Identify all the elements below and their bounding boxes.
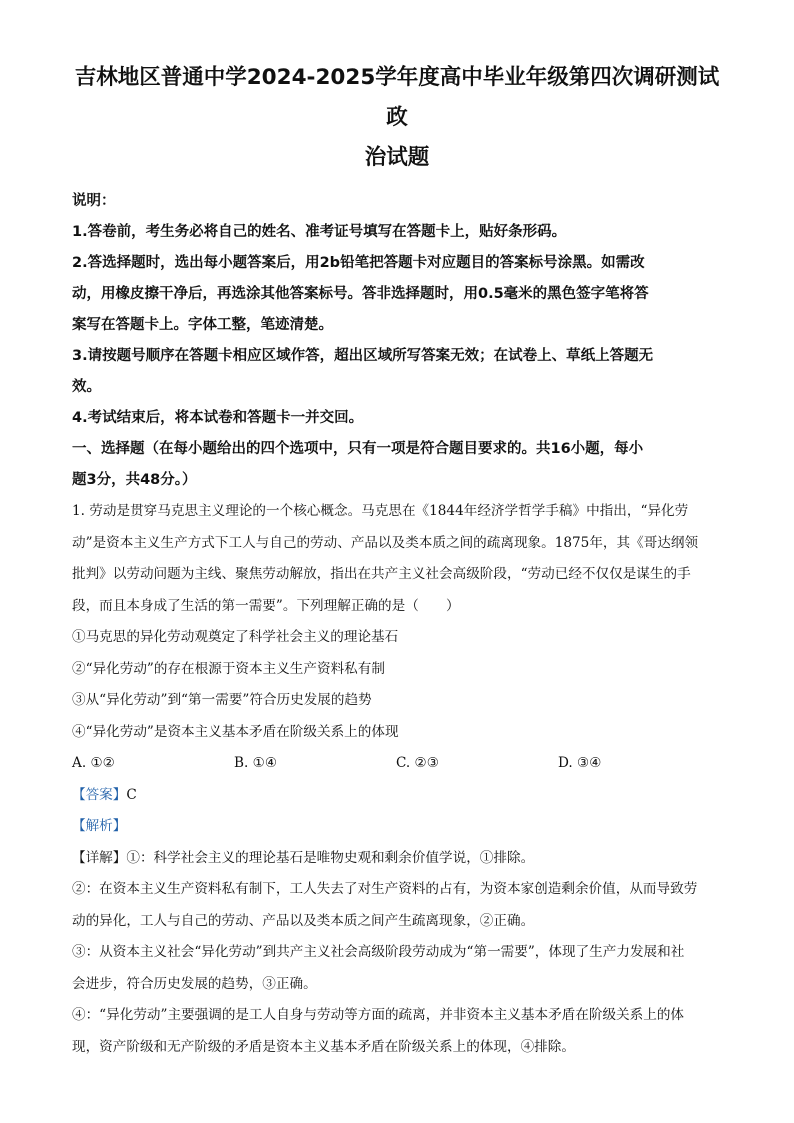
answer-row: [72, 780, 722, 812]
exam-title-line-1: 吉林地区普通中学2024-2025学年度高中毕业年级第四次调研测试政: [74, 65, 720, 130]
question-stem-line: 动”是资本主义生产方式下工人与自己的劳动、产品以及类本质之间的疏离现象。1875年，其《哥达纲领: [72, 534, 699, 551]
answer-options: [72, 748, 722, 780]
instruction-line: 1.答卷前，考生务必将自己的姓名、准考证号填写在答题卡上，贴好条形码。: [72, 224, 567, 240]
detail-line: ③：从资本主义社会“异化劳动”到共产主义社会高级阶段劳动成为“第一需要”，体现了生产力发展和社: [72, 944, 685, 960]
instruction-line: 案写在答题卡上。字体工整，笔迹清楚。: [72, 317, 333, 333]
analysis-label: 【解析】: [72, 818, 127, 834]
statement-1: ①马克思的异化劳动观奠定了科学社会主义的理论基石: [72, 629, 399, 645]
answer-label: 【答案】: [72, 786, 127, 803]
statement-3: ③从“异化劳动”到“第一需要”符合历史发展的趋势: [72, 692, 372, 708]
detail-line: 现，资产阶级和无产阶级的矛盾是资本主义基本矛盾在阶级关系上的体现，④排除。: [72, 1038, 575, 1055]
option-a: A. ①②: [72, 755, 115, 771]
question-stem-line: 段，而且本身成了生活的第一需要”。下列理解正确的是（ ）: [72, 597, 460, 614]
section-heading-line-1: 一、选择题（在每小题给出的四个选项中，只有一项是符合题目要求的。共16小题，每小: [72, 441, 644, 457]
question-stem-line: 批判》以劳动问题为主线、聚焦劳动解放，指出在共产主义社会高级阶段，“劳动已经不仅仅是谋生的手: [72, 566, 691, 582]
detail-line: ④：“异化劳动”主要强调的是工人自身与劳动等方面的疏离，并非资本主义基本矛盾在阶级关系上的体: [72, 1007, 685, 1023]
detail-line: 【详解】①：科学社会主义的理论基石是唯物史观和剩余价值学说，①排除。: [72, 849, 535, 866]
instruction-line: 4.考试结束后，将本试卷和答题卡一并交回。: [72, 410, 364, 426]
instruction-line: 效。: [72, 379, 101, 395]
option-d: D. ③④: [558, 755, 602, 771]
detail-line: 会进步，符合历史发展的趋势，③正确。: [72, 975, 317, 992]
answer-value: C: [126, 786, 137, 803]
statement-4: ④“异化劳动”是资本主义基本矛盾在阶级关系上的体现: [72, 723, 399, 740]
statement-2: ②“异化劳动”的存在根源于资本主义生产资料私有制: [72, 660, 385, 677]
exam-title-line-2: 治试题: [364, 145, 430, 170]
question-stem-line: 1. 劳动是贯穿马克思主义理论的一个核心概念。马克思在《1844年经济学哲学手稿》中指出，“异化劳: [72, 503, 689, 519]
instruction-line: 动，用橡皮擦干净后，再选涂其他答案标号。答非选择题时，用0.5毫米的黑色签字笔将答: [72, 286, 649, 302]
section-heading-line-2: 题3分，共48分。）: [72, 472, 197, 488]
instruction-line: 3.请按题号顺序在答题卡相应区域作答，超出区域所写答案无效；在试卷上、草纸上答题无: [72, 348, 654, 364]
instructions-heading: 说明：: [72, 193, 116, 209]
option-b: B. ①④: [234, 755, 278, 771]
option-c: C. ②③: [396, 755, 439, 771]
detail-line: ②：在资本主义生产资料私有制下，工人失去了对生产资料的占有，为资本家创造剩余价值，从而导致劳: [72, 881, 698, 897]
detail-line: 动的异化，工人与自己的劳动、产品以及类本质之间产生疏离现象，②正确。: [72, 912, 535, 929]
exam-page: [72, 58, 722, 1063]
analysis-row: [72, 811, 722, 843]
instruction-line: 2.答选择题时，选出每小题答案后，用2b铅笔把答题卡对应题目的答案标号涂黑。如需改: [72, 255, 645, 271]
